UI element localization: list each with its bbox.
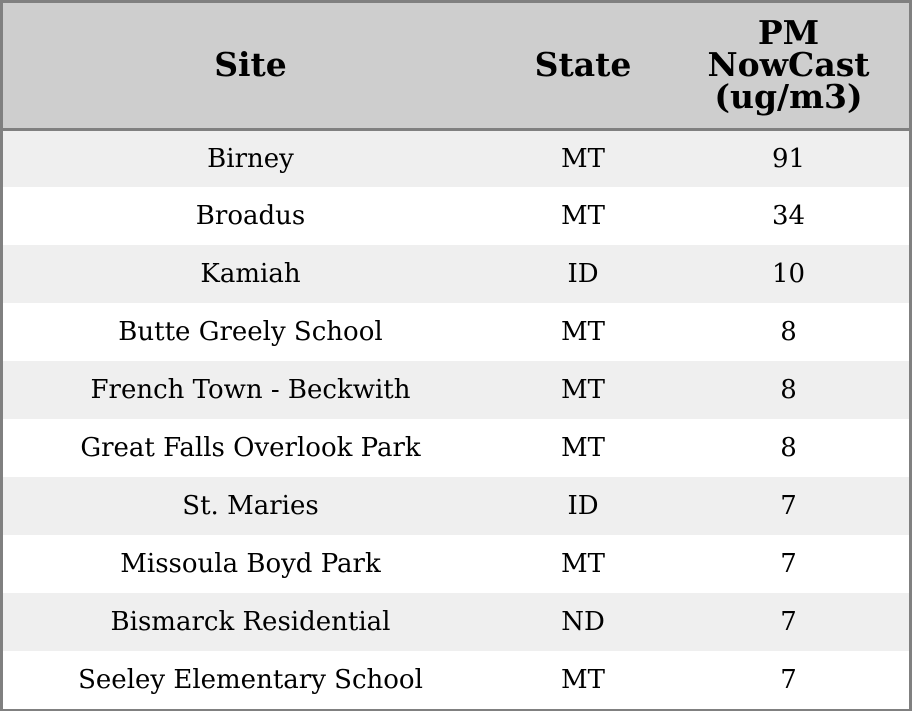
cell-site: Birney xyxy=(207,143,294,174)
table-row xyxy=(3,535,909,593)
cell-pm-nowcast: 8 xyxy=(780,433,797,463)
cell-pm-nowcast: 7 xyxy=(780,607,797,637)
cell-state: ID xyxy=(567,491,599,521)
column-header-pm-line-2: NowCast xyxy=(707,45,870,85)
cell-state: MT xyxy=(561,665,605,695)
cell-pm-nowcast: 34 xyxy=(771,201,806,231)
cell-site: Missoula Boyd Park xyxy=(120,549,381,579)
cell-state: MT xyxy=(561,317,605,347)
column-header-site xyxy=(3,3,498,129)
data-table xyxy=(3,3,909,709)
cell-pm-nowcast: 8 xyxy=(780,375,797,405)
cell-pm-nowcast: 7 xyxy=(780,665,797,695)
cell-state: MT xyxy=(561,549,605,579)
cell-site: St. Maries xyxy=(182,491,319,521)
header-row xyxy=(3,3,909,129)
table-row xyxy=(3,593,909,651)
column-header-site-text: Site xyxy=(214,45,287,85)
cell-site: French Town - Beckwith xyxy=(90,375,411,405)
cell-pm-nowcast: 10 xyxy=(771,259,806,289)
table-header xyxy=(3,3,909,129)
column-header-pm-line-3: (ug/m3) xyxy=(714,77,863,117)
cell-pm-nowcast: 7 xyxy=(780,491,797,521)
cell-state: MT xyxy=(561,433,605,463)
cell-site: Butte Greely School xyxy=(118,317,383,347)
cell-site: Seeley Elementary School xyxy=(78,665,423,695)
table-row xyxy=(3,477,909,535)
table-row xyxy=(3,651,909,709)
cell-pm-nowcast: 7 xyxy=(780,549,797,579)
table-row xyxy=(3,419,909,477)
cell-state: MT xyxy=(561,375,605,405)
cell-site: Bismarck Residential xyxy=(110,607,391,637)
cell-state: ND xyxy=(561,607,605,637)
cell-state: MT xyxy=(561,143,605,174)
column-header-pm-nowcast xyxy=(668,3,909,129)
cell-pm-nowcast: 91 xyxy=(771,143,806,174)
table-row xyxy=(3,361,909,419)
cell-state: MT xyxy=(561,201,605,231)
cell-site: Kamiah xyxy=(200,259,301,289)
table-body xyxy=(3,129,909,709)
column-header-state xyxy=(498,3,668,129)
cell-pm-nowcast: 8 xyxy=(780,317,797,347)
cell-state: ID xyxy=(567,259,599,289)
table-row xyxy=(3,129,909,187)
table-row xyxy=(3,303,909,361)
table-row xyxy=(3,187,909,245)
column-header-pm-line-1: PM xyxy=(757,13,820,53)
cell-site: Great Falls Overlook Park xyxy=(80,433,421,463)
cell-site: Broadus xyxy=(195,201,306,231)
table-row xyxy=(3,245,909,303)
column-header-state-text: State xyxy=(534,45,632,85)
